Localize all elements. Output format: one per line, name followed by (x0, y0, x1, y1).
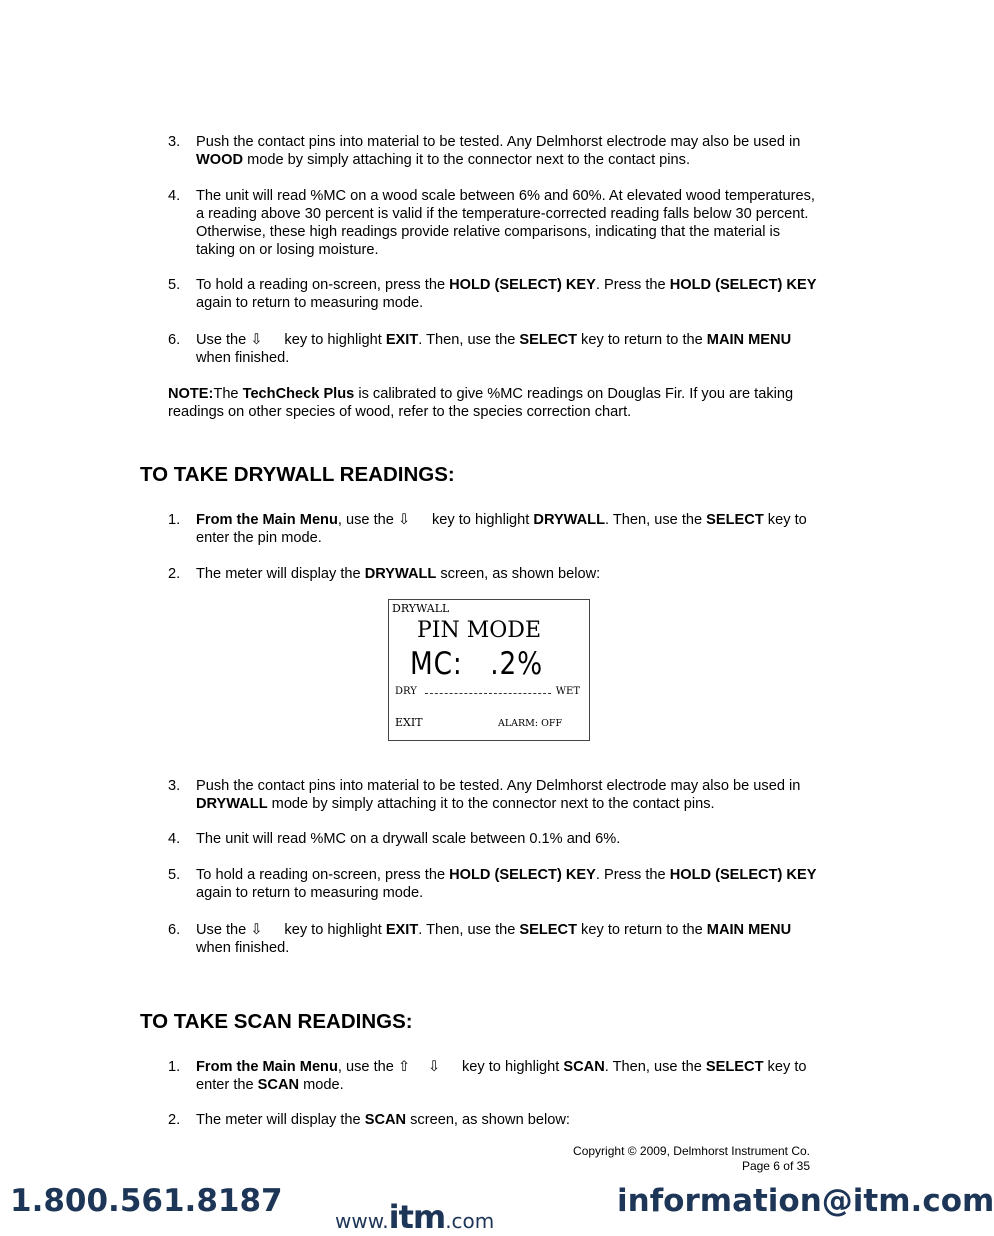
lcd-title: PIN MODE (417, 618, 541, 643)
itm-logo: itm (388, 1198, 446, 1236)
step-number: 5. (168, 277, 181, 293)
step-number: 6. (168, 922, 181, 938)
lcd-alarm-status: ALARM: OFF (498, 718, 563, 729)
step-text: To hold a reading on-screen, press the HOLD (SELECT) KEY. Press the HOLD (SELECT) KEY again to return to measuring mode. (196, 277, 817, 311)
lcd-wet-label: WET (555, 686, 580, 697)
lcd-scale-bar (425, 693, 551, 694)
down-arrow-icon: ⇩ (427, 1059, 441, 1075)
step-text: The meter will display the SCAN screen, as shown below: (196, 1112, 570, 1128)
lcd-dry-label: DRY (395, 686, 417, 697)
step-text: Push the contact pins into material to be tested. Any Delmhorst electrode may also be used in WOOD mode by simply attaching it to the connector next to the contact pins. (196, 134, 801, 168)
phone-number: 1.800.561.8187 (10, 1183, 283, 1219)
step-text: Push the contact pins into material to be tested. Any Delmhorst electrode may also be used in DRYWALL mode by simply attaching it to the connector next to the contact pins. (196, 778, 801, 812)
copyright-text: Copyright © 2009, Delmhorst Instrument Co. (573, 1144, 810, 1158)
step-text: The unit will read %MC on a wood scale between 6% and 60%. At elevated wood temperatures, a reading above 30 percent is valid if the temperature-corrected reading falls below 30 percent. Otherwise, these high readings provide relative comparisons, indicating that the material is taking on or losing moisture. (196, 188, 815, 258)
section-heading-drywall: TO TAKE DRYWALL READINGS: (140, 463, 455, 486)
website-link[interactable]: www.itm.com (335, 1198, 495, 1236)
step-number: 2. (168, 1112, 181, 1128)
down-arrow-icon: ⇩ (397, 512, 411, 528)
lcd-display-drywall (388, 599, 590, 741)
step-number: 1. (168, 1059, 181, 1075)
step-number: 3. (168, 134, 181, 150)
step-number: 6. (168, 332, 181, 348)
step-text: Use the ⇩ key to highlight EXIT. Then, use the SELECT key to return to the MAIN MENU when finished. (196, 922, 792, 956)
down-arrow-icon: ⇩ (250, 332, 263, 348)
lcd-reading: MC: .2% (410, 646, 543, 682)
lcd-mode-label: DRYWALL (392, 602, 450, 615)
note-paragraph: NOTE:The TechCheck Plus is calibrated to give %MC readings on Douglas Fir. If you are taking readings on other species of wood, refer to the species correction chart. (168, 386, 794, 420)
step-number: 4. (168, 831, 181, 847)
step-text: The unit will read %MC on a drywall scale between 0.1% and 6%. (196, 831, 621, 847)
step-text: From the Main Menu, use the ⇧ ⇩ key to highlight SCAN. Then, use the SELECT key to enter the SCAN mode. (196, 1059, 807, 1093)
page-number: Page 6 of 35 (741, 1159, 810, 1173)
up-arrow-icon: ⇧ (397, 1059, 411, 1075)
step-number: 2. (168, 566, 181, 582)
email-address[interactable]: information@itm.com (617, 1183, 994, 1219)
lcd-exit-option: EXIT (395, 716, 423, 729)
step-number: 5. (168, 867, 181, 883)
step-text: From the Main Menu, use the ⇩ key to highlight DRYWALL. Then, use the SELECT key to enter the pin mode. (196, 512, 807, 546)
step-number: 4. (168, 188, 181, 204)
down-arrow-icon: ⇩ (250, 922, 263, 938)
step-number: 3. (168, 778, 181, 794)
step-text: Use the ⇩ key to highlight EXIT. Then, use the SELECT key to return to the MAIN MENU when finished. (196, 332, 792, 366)
page-footer (573, 1144, 810, 1174)
step-number: 1. (168, 512, 181, 528)
step-text: To hold a reading on-screen, press the HOLD (SELECT) KEY. Press the HOLD (SELECT) KEY again to return to measuring mode. (196, 867, 817, 901)
step-text: The meter will display the DRYWALL screen, as shown below: (196, 566, 601, 582)
section-heading-scan: TO TAKE SCAN READINGS: (140, 1010, 413, 1033)
